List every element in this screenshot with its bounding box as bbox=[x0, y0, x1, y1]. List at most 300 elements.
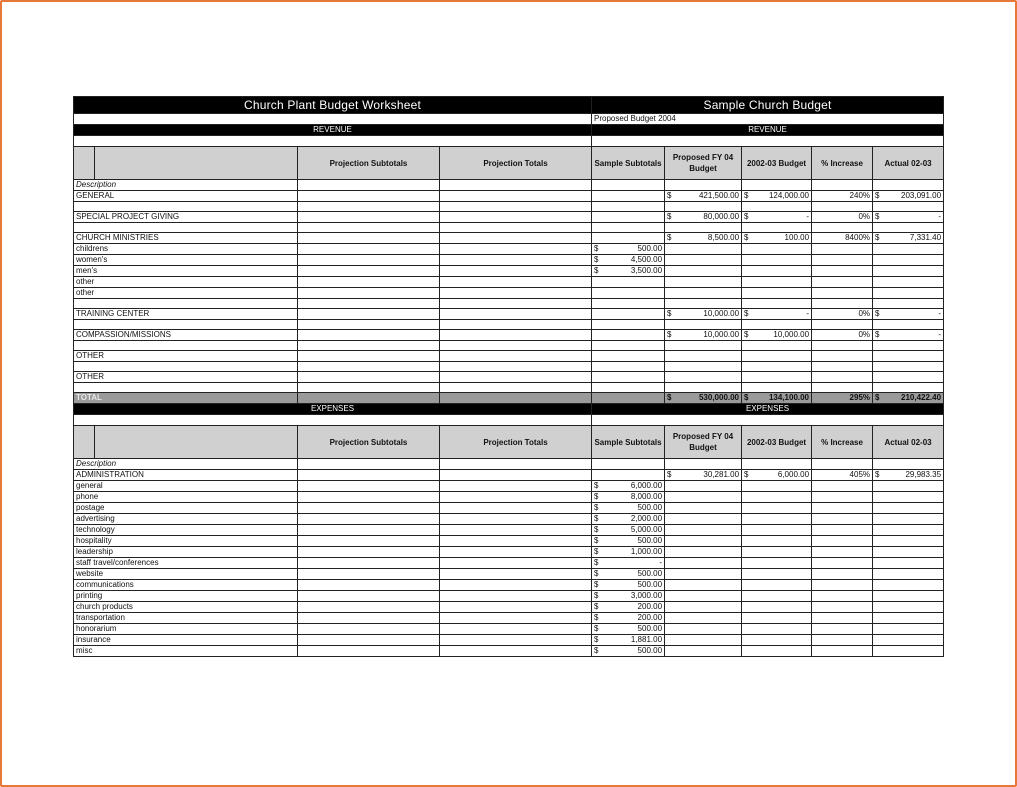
empty-cell bbox=[812, 372, 873, 383]
expenses-head-proposed: Proposed FY 04 Budget bbox=[665, 426, 742, 459]
empty-cell bbox=[298, 362, 440, 372]
empty-cell bbox=[742, 299, 812, 309]
spacer-row bbox=[74, 320, 944, 330]
currency-symbol: $ bbox=[875, 233, 880, 242]
row-description: other bbox=[74, 288, 298, 299]
currency-symbol: $ bbox=[594, 255, 599, 264]
empty-cell bbox=[440, 299, 592, 309]
sample-subtotal-cell bbox=[592, 470, 665, 481]
projection-total-cell bbox=[440, 536, 592, 547]
sample-subtotal-value: 500.00 bbox=[637, 580, 663, 589]
table-row bbox=[74, 244, 944, 255]
empty-cell bbox=[665, 255, 742, 266]
actual-0203-value: 7,331.40 bbox=[909, 233, 942, 242]
empty-cell bbox=[74, 223, 298, 233]
spacer-row bbox=[74, 341, 944, 351]
table-row bbox=[74, 569, 944, 580]
table-row bbox=[74, 233, 944, 244]
table-row bbox=[74, 536, 944, 547]
currency-symbol: $ bbox=[744, 212, 749, 221]
sample-subtotal bbox=[592, 602, 665, 613]
budget-0203-value: 100.00 bbox=[784, 233, 810, 242]
sample-subtotal bbox=[592, 525, 665, 536]
empty-cell bbox=[298, 383, 440, 393]
currency-symbol: $ bbox=[667, 233, 672, 242]
empty-cell bbox=[812, 547, 873, 558]
revenue-header-right: REVENUE bbox=[592, 125, 944, 136]
currency-symbol: $ bbox=[744, 191, 749, 200]
projection-total-cell bbox=[440, 580, 592, 591]
empty-cell bbox=[873, 341, 944, 351]
row-description: insurance bbox=[74, 635, 298, 646]
empty-cell bbox=[873, 362, 944, 372]
empty-cell bbox=[742, 514, 812, 525]
expenses-header-left: EXPENSES bbox=[74, 404, 592, 415]
empty-cell bbox=[74, 320, 298, 330]
empty-cell bbox=[873, 244, 944, 255]
empty-cell bbox=[812, 288, 873, 299]
empty-cell bbox=[742, 481, 812, 492]
empty-cell bbox=[873, 266, 944, 277]
projection-subtotal-cell bbox=[298, 591, 440, 602]
table-row bbox=[74, 372, 944, 383]
projection-total-cell bbox=[440, 591, 592, 602]
budget-0203-value: 6,000.00 bbox=[777, 470, 810, 479]
empty-cell bbox=[665, 320, 742, 330]
revenue-head-sample-subtotals: Sample Subtotals bbox=[592, 147, 665, 180]
empty-cell bbox=[742, 536, 812, 547]
sample-subtotal-value: 500.00 bbox=[637, 536, 663, 545]
currency-symbol: $ bbox=[594, 613, 599, 622]
table-row bbox=[74, 613, 944, 624]
empty-cell bbox=[665, 613, 742, 624]
right-title: Sample Church Budget bbox=[592, 97, 944, 114]
projection-subtotal-cell bbox=[298, 330, 440, 341]
row-description: childrens bbox=[74, 244, 298, 255]
spacer-row bbox=[74, 383, 944, 393]
empty-cell bbox=[812, 580, 873, 591]
revenue-head-description bbox=[95, 147, 298, 180]
empty-cell bbox=[873, 180, 944, 191]
empty-cell bbox=[742, 646, 812, 657]
projection-total-cell bbox=[440, 277, 592, 288]
empty-cell bbox=[873, 514, 944, 525]
budget-0203-value: - bbox=[806, 309, 810, 318]
empty-cell bbox=[812, 569, 873, 580]
total-actual bbox=[873, 393, 944, 404]
projection-subtotal-cell bbox=[298, 646, 440, 657]
projection-total-cell bbox=[440, 255, 592, 266]
projection-subtotal-cell bbox=[298, 244, 440, 255]
projection-total-cell bbox=[440, 646, 592, 657]
expenses-head-projection-subtotals: Projection Subtotals bbox=[298, 426, 440, 459]
sample-subtotal-value: 4,500.00 bbox=[630, 255, 663, 264]
pct-increase: 0% bbox=[812, 309, 873, 320]
projection-total-cell bbox=[440, 266, 592, 277]
actual-0203 bbox=[873, 309, 944, 320]
budget-worksheet-table bbox=[73, 96, 944, 657]
spacer-row bbox=[74, 223, 944, 233]
revenue-head-spacer bbox=[74, 147, 95, 180]
empty-cell bbox=[742, 635, 812, 646]
empty-cell bbox=[812, 646, 873, 657]
actual-0203-value: - bbox=[938, 309, 942, 318]
projection-subtotal-cell bbox=[298, 492, 440, 503]
proposed-budget bbox=[665, 191, 742, 202]
empty-cell bbox=[665, 492, 742, 503]
empty-cell bbox=[742, 558, 812, 569]
sample-subtotal-cell bbox=[592, 191, 665, 202]
row-description: leadership bbox=[74, 547, 298, 558]
projection-subtotal-cell bbox=[298, 470, 440, 481]
projection-subtotal-cell bbox=[298, 569, 440, 580]
empty-cell bbox=[665, 351, 742, 362]
revenue-head-projection-subtotals: Projection Subtotals bbox=[298, 147, 440, 180]
empty-cell bbox=[873, 646, 944, 657]
row-description: phone bbox=[74, 492, 298, 503]
projection-total-cell bbox=[440, 547, 592, 558]
empty-cell bbox=[742, 277, 812, 288]
projection-total-cell bbox=[440, 635, 592, 646]
projection-total-cell bbox=[440, 558, 592, 569]
row-description: transportation bbox=[74, 613, 298, 624]
currency-symbol: $ bbox=[875, 212, 880, 221]
currency-symbol: $ bbox=[875, 191, 880, 200]
empty-cell bbox=[298, 320, 440, 330]
spacer-row bbox=[74, 202, 944, 212]
row-description: OTHER bbox=[74, 372, 298, 383]
empty-cell bbox=[665, 624, 742, 635]
empty-cell bbox=[665, 288, 742, 299]
empty-cell bbox=[592, 341, 665, 351]
projection-subtotal-cell bbox=[298, 536, 440, 547]
empty-cell bbox=[74, 362, 298, 372]
empty-cell bbox=[873, 255, 944, 266]
empty-cell bbox=[665, 525, 742, 536]
projection-subtotal-cell bbox=[298, 191, 440, 202]
empty-cell bbox=[812, 362, 873, 372]
projection-subtotal-cell bbox=[298, 558, 440, 569]
actual-0203 bbox=[873, 233, 944, 244]
empty-cell bbox=[812, 341, 873, 351]
empty-cell bbox=[665, 341, 742, 351]
currency-symbol: $ bbox=[594, 635, 599, 644]
currency-symbol: $ bbox=[875, 393, 880, 402]
empty-cell bbox=[812, 591, 873, 602]
empty-cell bbox=[812, 624, 873, 635]
sample-subtotal bbox=[592, 624, 665, 635]
empty-cell bbox=[592, 362, 665, 372]
empty-cell bbox=[440, 202, 592, 212]
projection-total-cell bbox=[440, 244, 592, 255]
row-description: postage bbox=[74, 503, 298, 514]
proposed-budget bbox=[665, 330, 742, 341]
empty-cell bbox=[812, 202, 873, 212]
projection-total-cell bbox=[440, 212, 592, 223]
table-row bbox=[74, 525, 944, 536]
empty-cell bbox=[665, 558, 742, 569]
sample-subtotal-cell bbox=[592, 277, 665, 288]
empty-cell bbox=[665, 299, 742, 309]
empty-cell bbox=[873, 580, 944, 591]
currency-symbol: $ bbox=[594, 492, 599, 501]
empty-cell bbox=[873, 351, 944, 362]
empty-cell bbox=[742, 362, 812, 372]
empty-cell bbox=[873, 299, 944, 309]
empty-cell bbox=[74, 415, 592, 426]
empty-cell bbox=[665, 635, 742, 646]
empty-cell bbox=[592, 320, 665, 330]
projection-subtotal-cell bbox=[298, 233, 440, 244]
row-description: website bbox=[74, 569, 298, 580]
sample-subtotal bbox=[592, 558, 665, 569]
row-description: misc bbox=[74, 646, 298, 657]
empty-cell bbox=[812, 492, 873, 503]
empty-cell bbox=[742, 569, 812, 580]
actual-0203 bbox=[873, 470, 944, 481]
expenses-head-description bbox=[95, 426, 298, 459]
sample-subtotal-value: 500.00 bbox=[637, 569, 663, 578]
empty-cell bbox=[298, 341, 440, 351]
currency-symbol: $ bbox=[667, 191, 672, 200]
currency-symbol: $ bbox=[594, 503, 599, 512]
pct-increase: 240% bbox=[812, 191, 873, 202]
revenue-head-proposed: Proposed FY 04 Budget bbox=[665, 147, 742, 180]
proposed-budget bbox=[665, 470, 742, 481]
currency-symbol: $ bbox=[594, 481, 599, 490]
table-row bbox=[74, 624, 944, 635]
projection-subtotal-cell bbox=[298, 613, 440, 624]
sample-subtotal-cell bbox=[592, 288, 665, 299]
row-description: GENERAL bbox=[74, 191, 298, 202]
row-description: COMPASSION/MISSIONS bbox=[74, 330, 298, 341]
sample-subtotal-value: 200.00 bbox=[637, 613, 663, 622]
row-description: technology bbox=[74, 525, 298, 536]
expenses-head-pct-increase: % Increase bbox=[812, 426, 873, 459]
empty-cell bbox=[812, 514, 873, 525]
empty-cell bbox=[873, 525, 944, 536]
sample-subtotal bbox=[592, 613, 665, 624]
empty-cell bbox=[440, 459, 592, 470]
actual-0203-value: - bbox=[938, 330, 942, 339]
revenue-header-left: REVENUE bbox=[74, 125, 592, 136]
empty-cell bbox=[812, 223, 873, 233]
empty-cell bbox=[440, 320, 592, 330]
projection-total-cell bbox=[440, 613, 592, 624]
sample-subtotal bbox=[592, 266, 665, 277]
empty-cell bbox=[665, 266, 742, 277]
sample-subtotal bbox=[592, 244, 665, 255]
empty-cell bbox=[298, 223, 440, 233]
revenue-head-projection-totals: Projection Totals bbox=[440, 147, 592, 180]
actual-0203 bbox=[873, 330, 944, 341]
empty-cell bbox=[873, 277, 944, 288]
empty-cell bbox=[812, 299, 873, 309]
proposed-budget-value: 10,000.00 bbox=[703, 309, 740, 318]
revenue-head-budget-0203: 2002-03 Budget bbox=[742, 147, 812, 180]
sample-subtotal-cell bbox=[592, 372, 665, 383]
currency-symbol: $ bbox=[875, 330, 880, 339]
expenses-head-budget-0203: 2002-03 Budget bbox=[742, 426, 812, 459]
projection-total-cell bbox=[440, 481, 592, 492]
budget-0203 bbox=[742, 191, 812, 202]
empty-cell bbox=[742, 580, 812, 591]
sample-subtotal-value: 3,000.00 bbox=[630, 591, 663, 600]
table-row bbox=[74, 212, 944, 223]
empty-cell bbox=[812, 481, 873, 492]
table-row bbox=[74, 266, 944, 277]
empty-cell bbox=[812, 244, 873, 255]
expenses-header-right: EXPENSES bbox=[592, 404, 944, 415]
proposed-budget-value: 421,500.00 bbox=[698, 191, 740, 200]
empty-cell bbox=[665, 372, 742, 383]
sample-subtotal-cell bbox=[592, 212, 665, 223]
sample-subtotal-cell bbox=[592, 330, 665, 341]
currency-symbol: $ bbox=[667, 212, 672, 221]
row-description: advertising bbox=[74, 514, 298, 525]
table-row bbox=[74, 309, 944, 320]
budget-0203-value: 124,000.00 bbox=[768, 191, 810, 200]
projection-subtotal-cell bbox=[298, 635, 440, 646]
empty-cell bbox=[873, 558, 944, 569]
table-row bbox=[74, 351, 944, 362]
projection-total-cell bbox=[440, 492, 592, 503]
empty-cell bbox=[873, 288, 944, 299]
pct-increase: 8400% bbox=[812, 233, 873, 244]
projection-total-cell bbox=[440, 351, 592, 362]
empty-cell bbox=[665, 580, 742, 591]
total-budget-0203-value: 134,100.00 bbox=[768, 393, 810, 402]
empty-cell bbox=[742, 372, 812, 383]
actual-0203-value: 203,091.00 bbox=[901, 191, 942, 200]
empty-cell bbox=[665, 362, 742, 372]
empty-cell bbox=[873, 372, 944, 383]
empty-cell bbox=[74, 341, 298, 351]
empty-cell bbox=[812, 558, 873, 569]
currency-symbol: $ bbox=[667, 330, 672, 339]
currency-symbol: $ bbox=[594, 591, 599, 600]
row-description: hospitality bbox=[74, 536, 298, 547]
empty-cell bbox=[812, 255, 873, 266]
table-row bbox=[74, 602, 944, 613]
empty-cell bbox=[665, 514, 742, 525]
proposed-budget bbox=[665, 233, 742, 244]
empty-cell bbox=[873, 569, 944, 580]
empty-cell bbox=[742, 525, 812, 536]
table-row bbox=[74, 635, 944, 646]
left-title: Church Plant Budget Worksheet bbox=[74, 97, 592, 114]
empty-cell bbox=[298, 299, 440, 309]
expenses-head-spacer bbox=[74, 426, 95, 459]
projection-subtotal-cell bbox=[298, 481, 440, 492]
sample-subtotal bbox=[592, 255, 665, 266]
table-row bbox=[74, 470, 944, 481]
empty-cell bbox=[742, 624, 812, 635]
total-proposed-value: 530,000.00 bbox=[698, 393, 740, 402]
budget-0203-value: - bbox=[806, 212, 810, 221]
empty-cell bbox=[742, 202, 812, 212]
empty-cell bbox=[665, 591, 742, 602]
currency-symbol: $ bbox=[744, 233, 749, 242]
empty-cell bbox=[592, 459, 665, 470]
sample-subtotal bbox=[592, 492, 665, 503]
projection-subtotal-cell bbox=[298, 309, 440, 320]
currency-symbol: $ bbox=[744, 470, 749, 479]
sample-subtotal-value: 500.00 bbox=[637, 624, 663, 633]
row-description: general bbox=[74, 481, 298, 492]
empty-cell bbox=[665, 503, 742, 514]
expenses-head-actual: Actual 02-03 bbox=[873, 426, 944, 459]
row-description: CHURCH MINISTRIES bbox=[74, 233, 298, 244]
row-description: other bbox=[74, 277, 298, 288]
empty-cell bbox=[742, 591, 812, 602]
empty-cell bbox=[74, 299, 298, 309]
sample-subtotal bbox=[592, 503, 665, 514]
sample-subtotal-value: 5,000.00 bbox=[630, 525, 663, 534]
sample-subtotal-value: 1,881.00 bbox=[630, 635, 663, 644]
currency-symbol: $ bbox=[594, 244, 599, 253]
empty-cell bbox=[74, 383, 298, 393]
table-row bbox=[74, 191, 944, 202]
empty-cell bbox=[812, 602, 873, 613]
empty-cell bbox=[742, 492, 812, 503]
empty-cell bbox=[592, 383, 665, 393]
empty-cell bbox=[873, 202, 944, 212]
empty-cell bbox=[812, 180, 873, 191]
row-description: communications bbox=[74, 580, 298, 591]
projection-subtotal-cell bbox=[298, 602, 440, 613]
expenses-head-sample-subtotals: Sample Subtotals bbox=[592, 426, 665, 459]
projection-subtotal-cell bbox=[298, 514, 440, 525]
table-row bbox=[74, 277, 944, 288]
projection-subtotal-cell bbox=[298, 503, 440, 514]
currency-symbol: $ bbox=[594, 536, 599, 545]
empty-cell bbox=[873, 613, 944, 624]
empty-cell bbox=[742, 223, 812, 233]
budget-0203 bbox=[742, 212, 812, 223]
empty-cell bbox=[665, 646, 742, 657]
total-actual-value: 210,422.40 bbox=[901, 393, 942, 402]
empty-cell bbox=[873, 503, 944, 514]
table-row bbox=[74, 580, 944, 591]
sample-subtotal-value: 2,000.00 bbox=[630, 514, 663, 523]
empty-cell bbox=[665, 202, 742, 212]
pct-increase: 0% bbox=[812, 330, 873, 341]
projection-total-cell bbox=[440, 525, 592, 536]
row-description: men's bbox=[74, 266, 298, 277]
actual-0203-value: 29,983.35 bbox=[905, 470, 942, 479]
empty-cell bbox=[742, 180, 812, 191]
projection-subtotal-cell bbox=[298, 255, 440, 266]
empty-cell bbox=[742, 459, 812, 470]
currency-symbol: $ bbox=[594, 569, 599, 578]
empty-cell bbox=[812, 536, 873, 547]
currency-symbol: $ bbox=[594, 602, 599, 611]
sample-subtotal-value: 8,000.00 bbox=[630, 492, 663, 501]
expenses-head-projection-totals: Projection Totals bbox=[440, 426, 592, 459]
sample-subtotal-value: 6,000.00 bbox=[630, 481, 663, 490]
currency-symbol: $ bbox=[594, 266, 599, 275]
row-description: SPECIAL PROJECT GIVING bbox=[74, 212, 298, 223]
sample-subtotal bbox=[592, 580, 665, 591]
sample-subtotal bbox=[592, 536, 665, 547]
currency-symbol: $ bbox=[875, 309, 880, 318]
projection-total-cell bbox=[440, 514, 592, 525]
row-description: honorarium bbox=[74, 624, 298, 635]
sample-subtotal-value: 500.00 bbox=[637, 503, 663, 512]
currency-symbol: $ bbox=[667, 309, 672, 318]
total-proposed bbox=[665, 393, 742, 404]
